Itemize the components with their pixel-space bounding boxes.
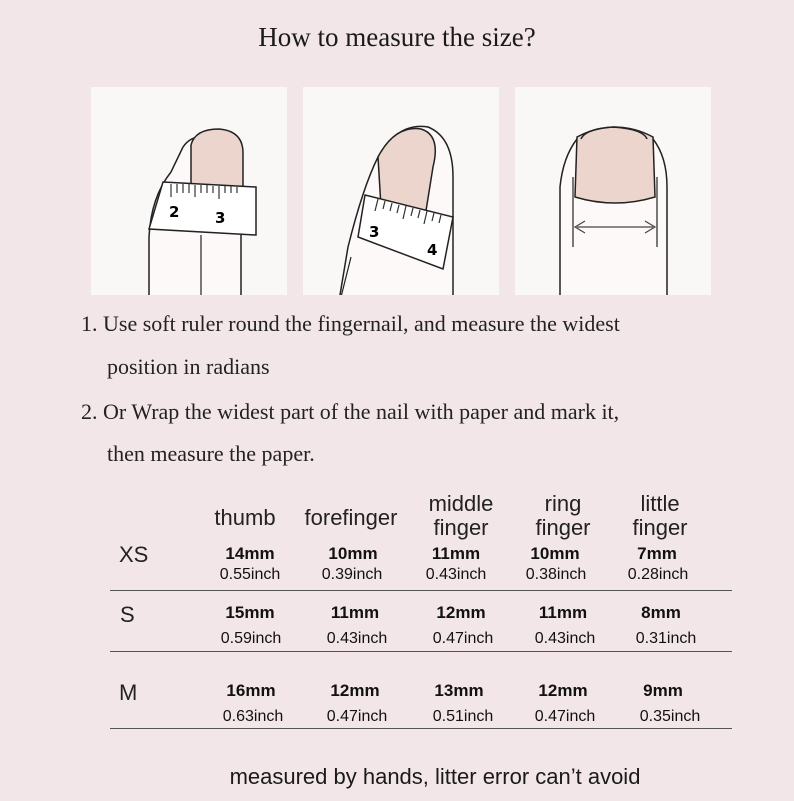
cell-mm: 12mm [436, 603, 486, 622]
ruler-mark: 3 [369, 223, 380, 241]
cell-inch: 0.43inch [534, 630, 596, 647]
header-little-finger: little finger [632, 491, 688, 540]
cell-mm: 9mm [643, 681, 683, 700]
ruler-mark: 2 [169, 203, 180, 221]
cell-mm: 14mm [225, 544, 275, 563]
header-middle-finger: middle finger [428, 491, 494, 540]
instruction-step2-line2: then measure the paper. [107, 441, 315, 466]
paper-width-illustration [515, 87, 711, 295]
cell-mm: 12mm [538, 681, 588, 700]
page-title: How to measure the size? [258, 22, 536, 52]
cell-inch: 0.47inch [326, 708, 388, 725]
cell-mm: 13mm [434, 681, 484, 700]
ruler-mark: 3 [215, 209, 226, 227]
cell-mm: 12mm [330, 681, 380, 700]
cell-mm: 15mm [225, 603, 275, 622]
cell-mm: 7mm [637, 544, 677, 563]
header-thumb: thumb [214, 505, 276, 530]
cell-mm: 11mm [330, 603, 380, 622]
header-ring-finger: ring finger [535, 491, 591, 540]
instruction-step2-line1: 2. Or Wrap the widest part of the nail with paper and mark it, [81, 399, 620, 424]
header-forefinger: forefinger [304, 505, 398, 530]
cell-inch: 0.43inch [326, 630, 388, 647]
cell-mm: 16mm [226, 681, 276, 700]
cell-mm: 8mm [641, 603, 681, 622]
cell-mm: 10mm [328, 544, 378, 563]
ruler-mark: 4 [427, 241, 438, 259]
cell-inch: 0.28inch [627, 566, 689, 583]
cell-mm: 10mm [530, 544, 580, 563]
footer-note: measured by hands, litter error can’t avoid [229, 764, 641, 789]
ruler-forefinger-illustration [303, 87, 499, 295]
cell-inch: 0.51inch [432, 708, 494, 725]
cell-inch: 0.47inch [534, 708, 596, 725]
cell-inch: 0.63inch [222, 708, 284, 725]
cell-inch: 0.43inch [425, 566, 487, 583]
row-divider [110, 651, 732, 652]
cell-inch: 0.55inch [219, 566, 281, 583]
cell-inch: 0.59inch [220, 630, 282, 647]
row-divider [110, 728, 732, 729]
cell-mm: 11mm [538, 603, 588, 622]
cell-inch: 0.35inch [639, 708, 701, 725]
ruler-thumb-illustration [91, 87, 287, 295]
cell-mm: 11mm [431, 544, 481, 563]
instruction-step1-line2: position in radians [107, 354, 270, 379]
cell-inch: 0.39inch [321, 566, 383, 583]
size-label-m: M [119, 680, 138, 705]
cell-inch: 0.47inch [432, 630, 494, 647]
cell-inch: 0.31inch [635, 630, 697, 647]
cell-inch: 0.38inch [525, 566, 587, 583]
size-label-s: S [120, 602, 135, 627]
instruction-step1-line1: 1. Use soft ruler round the fingernail, and measure the widest [81, 311, 620, 336]
size-label-xs: XS [119, 542, 149, 567]
row-divider [110, 590, 732, 591]
